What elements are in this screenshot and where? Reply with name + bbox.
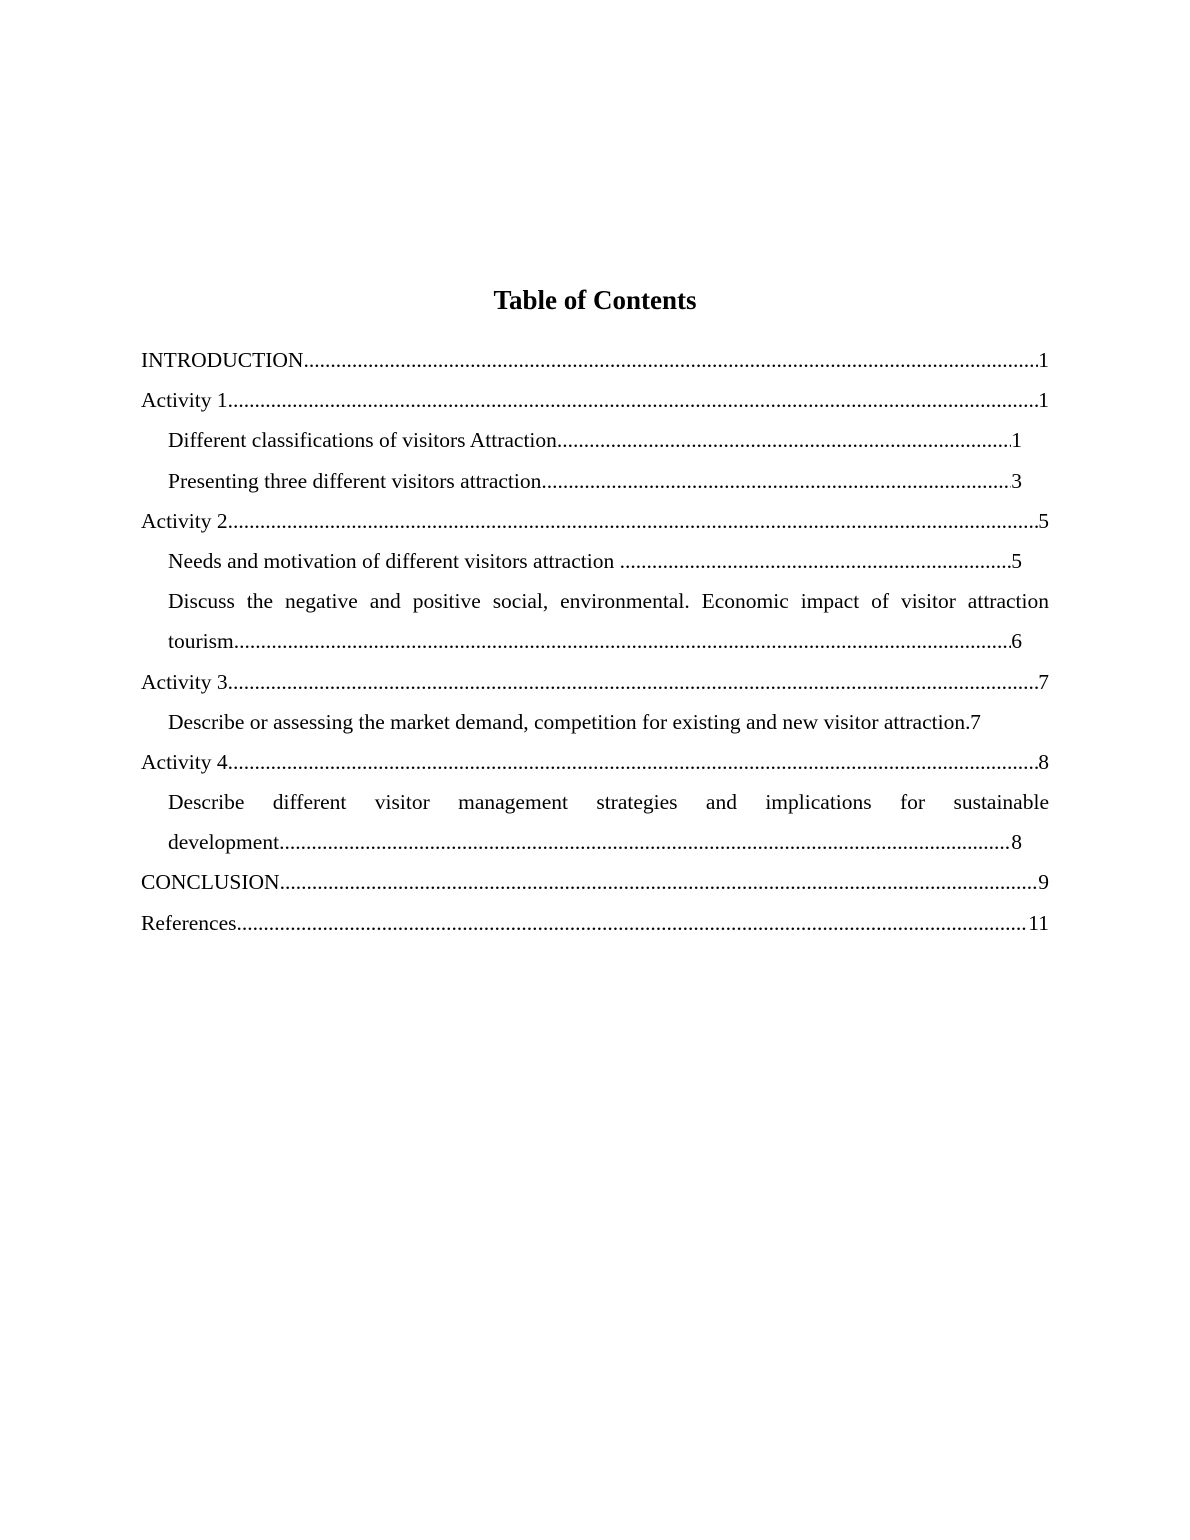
toc-leader-dots bbox=[228, 380, 1039, 420]
toc-leader-dots bbox=[228, 742, 1039, 782]
toc-entry[interactable] bbox=[141, 742, 1049, 782]
toc-list bbox=[141, 340, 1049, 943]
toc-page-number: 6 bbox=[1011, 629, 1022, 654]
toc-leader-dots bbox=[228, 501, 1039, 541]
toc-entry[interactable] bbox=[168, 581, 1049, 661]
toc-entry[interactable] bbox=[141, 662, 1049, 702]
toc-entry-label-line1: Describe different visitor management strategies and implications for sustainable bbox=[168, 790, 1049, 815]
toc-entry-label: Presenting three different visitors attraction bbox=[168, 468, 542, 493]
toc-leader-dots bbox=[280, 862, 1039, 902]
toc-entry[interactable] bbox=[168, 461, 1022, 501]
toc-leader-dots bbox=[237, 903, 1029, 943]
toc-entry-label-line1: Discuss the negative and positive social, environmental. Economic impact of visitor attraction bbox=[168, 589, 1049, 614]
toc-entry[interactable] bbox=[168, 541, 1022, 581]
toc-entry[interactable] bbox=[141, 862, 1049, 902]
toc-entry-label: Needs and motivation of different visitors attraction bbox=[168, 548, 620, 573]
toc-page-number: 8 bbox=[1011, 830, 1022, 855]
toc-entry-label: Activity 4 bbox=[141, 749, 228, 774]
toc-entry[interactable] bbox=[141, 340, 1049, 380]
toc-page-number: 1 bbox=[1038, 348, 1049, 372]
toc-entry-label: Different classifications of visitors Attraction bbox=[168, 428, 557, 453]
toc-page-number: 7 bbox=[1038, 669, 1049, 694]
toc-leader-dots bbox=[279, 822, 1011, 862]
toc-entry-label-line2: tourism bbox=[168, 629, 234, 654]
toc-page-number: 1 bbox=[1011, 428, 1022, 453]
toc-leader-dots bbox=[620, 541, 1012, 581]
toc-entry-label: Activity 3 bbox=[141, 669, 228, 694]
toc-entry[interactable] bbox=[141, 380, 1049, 420]
toc-page-number: 5 bbox=[1038, 508, 1049, 533]
toc-leader-dots bbox=[557, 420, 1011, 460]
toc-page-number: 8 bbox=[1038, 749, 1049, 774]
toc-entry[interactable] bbox=[168, 420, 1022, 460]
toc-page-number: 3 bbox=[1011, 468, 1022, 493]
toc-page-number: 11 bbox=[1028, 910, 1049, 935]
toc-page-number: 9 bbox=[1038, 870, 1049, 895]
toc-entry[interactable] bbox=[141, 903, 1049, 943]
toc-page-number: 1 bbox=[1038, 388, 1049, 413]
toc-page-number: 7 bbox=[970, 709, 981, 734]
toc-entry[interactable] bbox=[141, 501, 1049, 541]
toc-page-number: 5 bbox=[1011, 548, 1022, 573]
toc-entry[interactable] bbox=[168, 782, 1049, 862]
toc-leader-dots bbox=[234, 621, 1012, 661]
toc-entry-label-line2: development bbox=[168, 830, 280, 855]
toc-leader-dots bbox=[228, 662, 1039, 702]
toc-entry-label: INTRODUCTION bbox=[141, 348, 304, 372]
toc-leader-dots bbox=[303, 340, 1038, 380]
toc-leader-dots bbox=[541, 461, 1011, 501]
toc-entry-label: References bbox=[141, 910, 237, 935]
toc-entry[interactable] bbox=[168, 702, 1049, 742]
page-title: Table of Contents bbox=[493, 285, 697, 315]
toc-entry-label: Describe or assessing the market demand, competition for existing and new visitor attraction bbox=[168, 709, 966, 734]
toc-entry-label: Activity 1 bbox=[141, 388, 228, 413]
toc-entry-label: CONCLUSION bbox=[141, 870, 280, 895]
toc-entry-label: Activity 2 bbox=[141, 508, 228, 533]
